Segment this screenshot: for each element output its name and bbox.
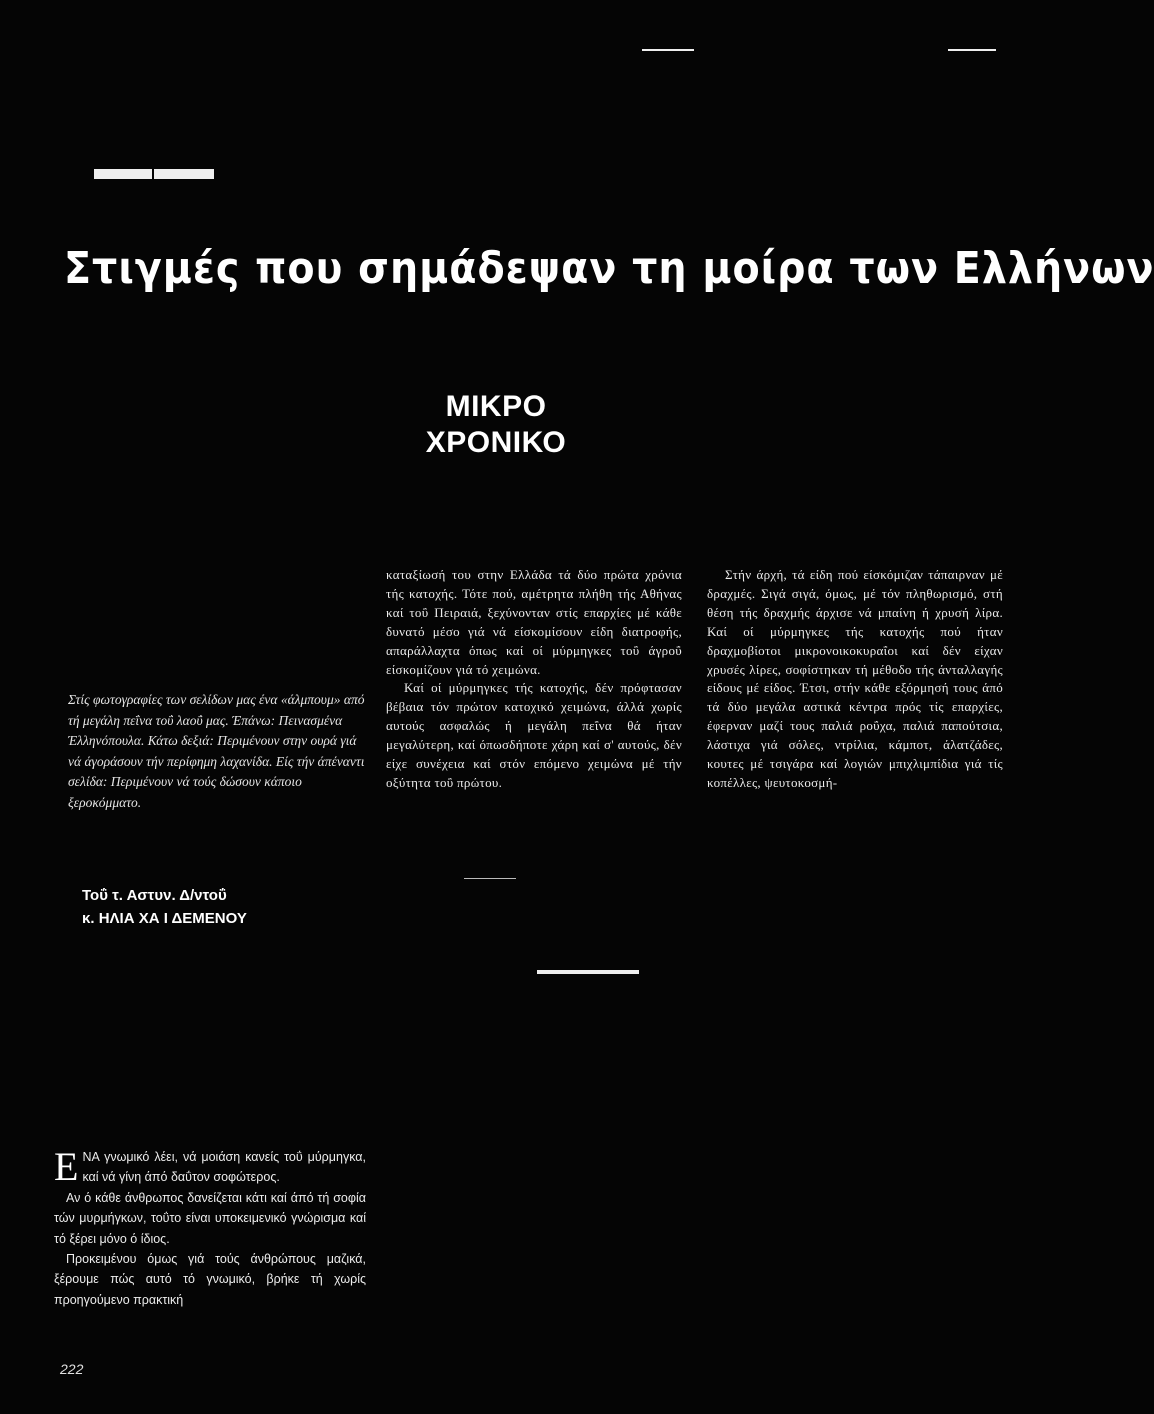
byline-rule [464,878,516,879]
article-intro [54,1144,366,1310]
section-rule [537,970,639,974]
paragraph: Στήν άρχή, τά είδη πού είσκόμιζαν τάπαιρναν μέ δραχμές. Σιγά σιγά, όμως, μέ τόν πληθωρισμό, στή θέση τής δραχμής άρχισε νά μπαίνη ή χρυσή λίρα. Καί οί μύρμηγκες τής κατοχής πού ήταν δραχμοβίοτοι μικρονοικοκυραΐοι καί δέν είχαν χρυσές λίρες, σοφίστηκαν τή μέθοδο τής άνταλλαγής είδους μέ είδος. Έτσι, στήν κάθε εξόρμησή τους άπό τά δύο μεγάλα αστικά κέντρα πρός τίς επαρχίες, έφερναν μαζί τους παλιά ροΰχα, παλιά παπούτσια, λάστιχα γιά σόλες, ντρίλια, κάμποτ, άλατζάδες, κουτες μέ τσιγάρα καί λογιών μπιχλιμπίδια γιά τίς κοπέλλες, ψευτοκοσμή- [707,567,1003,790]
header-bar-left [94,169,152,179]
page-title: Στιγμές που σημάδεψαν τη μοίρα των Ελλήνων [64,243,1154,294]
top-rule-left [642,49,694,51]
kicker-line-1: ΜΙΚΡΟ [445,390,547,423]
byline-line-1: Τοΰ τ. Αστυν. Δ/ντοΰ [82,887,227,904]
intro-paragraph-2: Αν ό κάθε άνθρωπος δανείζεται κάτι καί άπό τή σοφία τών μυρμήγκων, τοΰτο είναι υποκειμενικό γνώρισμα καί τό ξέρει μόνο ό ίδιος. [54,1190,366,1246]
intro-paragraph-3: Προκειμένου όμως γιά τούς άνθρώπους μαζικά, ξέρουμε πώς αυτό τό γνωμικό, βρήκε τή χωρίς προηγούμενο πρακτική [54,1252,366,1307]
header-bar-right [154,169,214,179]
photo-caption: Στίς φωτογραφίες των σελίδων μας ένα «άλμπουμ» από τή μεγάλη πεΐνα τοΰ λαοΰ μας. Έπάνω: Πεινασμένα Έλληνόπουλα. Κάτω δεξιά: Περιμένουν στην ουρά γιά νά άγοράσουν τήν περίφημη λαχανίδα. Είς τήν άπέναντι σελίδα: Περιμένουν νά τούς δώσουν κάποιο ξεροκόμματο. [68,692,365,810]
page-number: 222 [60,1361,84,1377]
intro-text-1: ΝΑ γνωμικό λέει, νά μοιάση κανείς τοΰ μύρμηγκα, καί νά γίνη άπό δαΰτον σοφώτερος. [82,1150,366,1185]
intro-paragraph-1 [54,1144,366,1189]
byline-author: κ. ΗΛΙΑ ΧΑ Ι ΔΕΜΕΝΟΥ [82,910,247,927]
drop-cap: Ε [54,1144,79,1189]
article-column-middle [386,566,682,793]
paragraph: καταξίωσή του στην Ελλάδα τά δύο πρώτα χρόνια τής κατοχής. Τότε πού, αμέτρητα πλήθη τής Αθήνας καί τοΰ Πειραιά, ξεχύνονταν στίς επαρχίες μέ κάθε δυνατό μέσο γιά νά είσκομίσουν είδη διατροφής, απαράλλαχτα όπως καί οί μύρμηγκες τοΰ άγροΰ είσκομίζουν γιά τό χειμώνα. [386,567,682,677]
kicker-line-2: ΧΡΟΝΙΚΟ [425,426,567,459]
article-column-right [707,566,1003,793]
byline [82,884,247,930]
top-rule-right [948,49,996,51]
paragraph: Καί οί μύρμηγκες τής κατοχής, δέν πρόφτασαν βέβαια τόν πρώτον κατοχικό χειμώνα, άλλά χωρίς αυτούς ασφαλώς ή μεγάλη πεΐνα θά ήταν μεγαλύτερη, καί όπωσδήποτε χάρη καί σ' αυτούς, δέν είχε συνέχεια καί στόν επόμενο χειμώνα μέ τήν οξύτητα τοΰ πρώτου. [386,680,682,790]
